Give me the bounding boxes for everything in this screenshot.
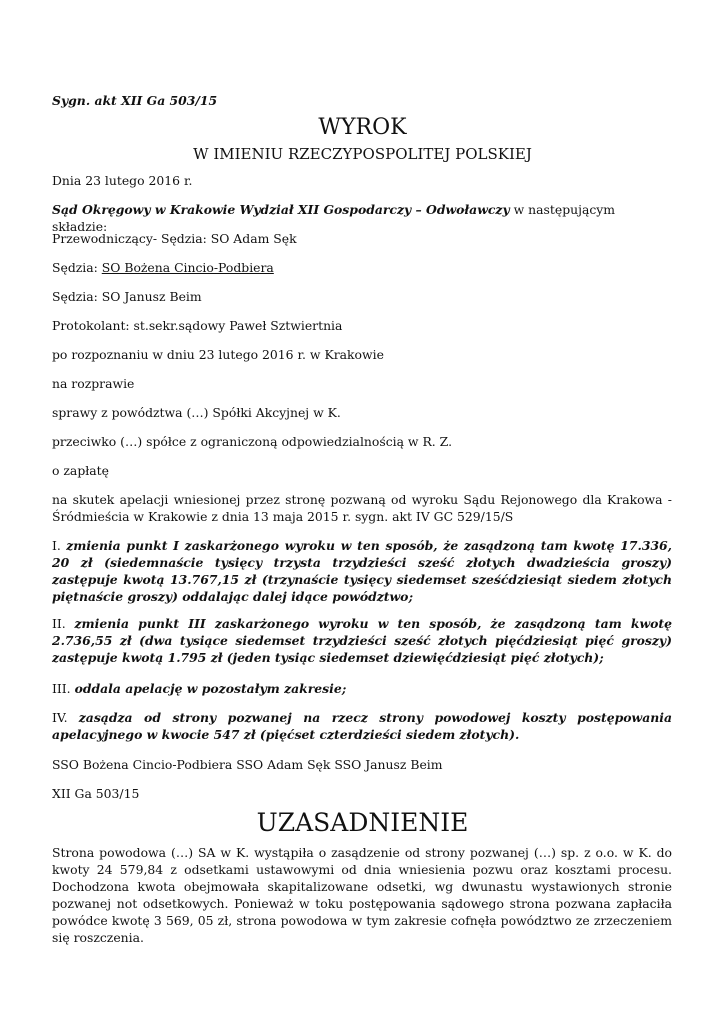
judgment-title: WYROK: [318, 115, 407, 140]
signatures: SSO Bożena Cincio-Podbiera SSO Adam Sęk SSO Janusz Beim: [52, 757, 443, 772]
defendant-line: przeciwko (…) spółce z ograniczoną odpowiedzialnością w R. Z.: [52, 434, 453, 449]
court-suffix: w następującym składzie:: [52, 202, 616, 234]
considered-line: po rozpoznaniu w dniu 23 lutego 2016 r. w Krakowie: [52, 347, 384, 362]
reference-number: XII Ga 503/15: [52, 786, 140, 801]
panel-judge-3: Sędzia: SO Janusz Beim: [52, 289, 202, 304]
subject-line: o zapłatę: [52, 463, 109, 478]
judgment-date: Dnia 23 lutego 2016 r.: [52, 173, 193, 188]
ruling-text: zmienia punkt I zaskarżonego wyroku w ten sposób, że zasądzoną tam kwotę 17.336, 20 zł (siedemnaście tysięcy trzysta trzydzieści sześć złotych dwadzieścia groszy) zastępuje kwotą 13.767,15 zł (trzynaście tysięcy siedemset sześćdziesiąt siedem złotych piętnaście groszy) oddalając dalej idące powództwo;: [52, 538, 672, 604]
ruling-item: [52, 615, 672, 666]
clerk: Protokolant: st.sekr.sądowy Paweł Sztwiertnia: [52, 318, 343, 333]
ruling-text: zasądza od strony pozwanej na rzecz strony powodowej koszty postępowania apelacyjnego w kwocie 547 zł (pięćset czterdzieści siedem złotych).: [52, 710, 672, 742]
ruling-number: I.: [52, 538, 67, 553]
ruling-number: II.: [52, 616, 75, 631]
ruling-item: [52, 709, 672, 743]
justification-paragraph: Strona powodowa (…) SA w K. wystąpiła o zasądzenie od strony pozwanej (…) sp. z o.o. w K. do kwoty 24 579,84 z odsetkami ustawowymi od dnia wniesienia pozwu oraz kosztami procesu. Dochodzona kwota obejmowała skapitalizowane odsetki, wg dwunastu wystawionych stronie pozwanej not odsetkowych. Ponieważ w toku postępowania sądowego strona pozwana zapłaciła powódce kwotę 3 569, 05 zł, strona powodowa w tym zakresie cofnęła powództwo ze zrzeczeniem się roszczenia.: [52, 845, 672, 945]
appeal-paragraph: na skutek apelacji wniesionej przez stronę pozwaną od wyroku Sądu Rejonowego dla Krakowa - Śródmieścia w Krakowie z dnia 13 maja 2015 r. sygn. akt IV GC 529/15/S: [52, 492, 672, 524]
ruling-text: zmienia punkt III zaskarżonego wyroku w ten sposób, że zasądzoną tam kwotę 2.736,55 zł (dwa tysiące siedemset trzydzieści sześć złotych pięćdziesiąt pięć groszy) zastępuje kwotą 1.795 zł (jeden tysiąc siedemset dziewięćdziesiąt pięć złotych);: [52, 616, 672, 665]
panel-chair: Przewodniczący- Sędzia: SO Adam Sęk: [52, 231, 297, 246]
case-number: Sygn. akt XII Ga 503/15: [52, 93, 218, 108]
ruling-text: oddala apelację w pozostałym zakresie;: [74, 681, 347, 696]
panel-judge-2-name: SO Bożena Cincio-Podbiera: [101, 260, 274, 275]
panel-judge-2-prefix: Sędzia:: [52, 260, 102, 275]
ruling-number: III.: [52, 681, 75, 696]
judgment-subtitle: W IMIENIU RZECZYPOSPOLITEJ POLSKIEJ: [193, 145, 532, 163]
panel-judge-2: [52, 259, 672, 276]
ruling-number: IV.: [52, 710, 79, 725]
court-name: Sąd Okręgowy w Krakowie Wydział XII Gospodarczy – Odwoławczy: [52, 202, 510, 217]
claim-line: sprawy z powództwa (…) Spółki Akcyjnej w K.: [52, 405, 341, 420]
hearing-line: na rozprawie: [52, 376, 135, 391]
justification-title: UZASADNIENIE: [256, 808, 469, 837]
ruling-item: [52, 537, 672, 605]
ruling-item: [52, 680, 672, 697]
